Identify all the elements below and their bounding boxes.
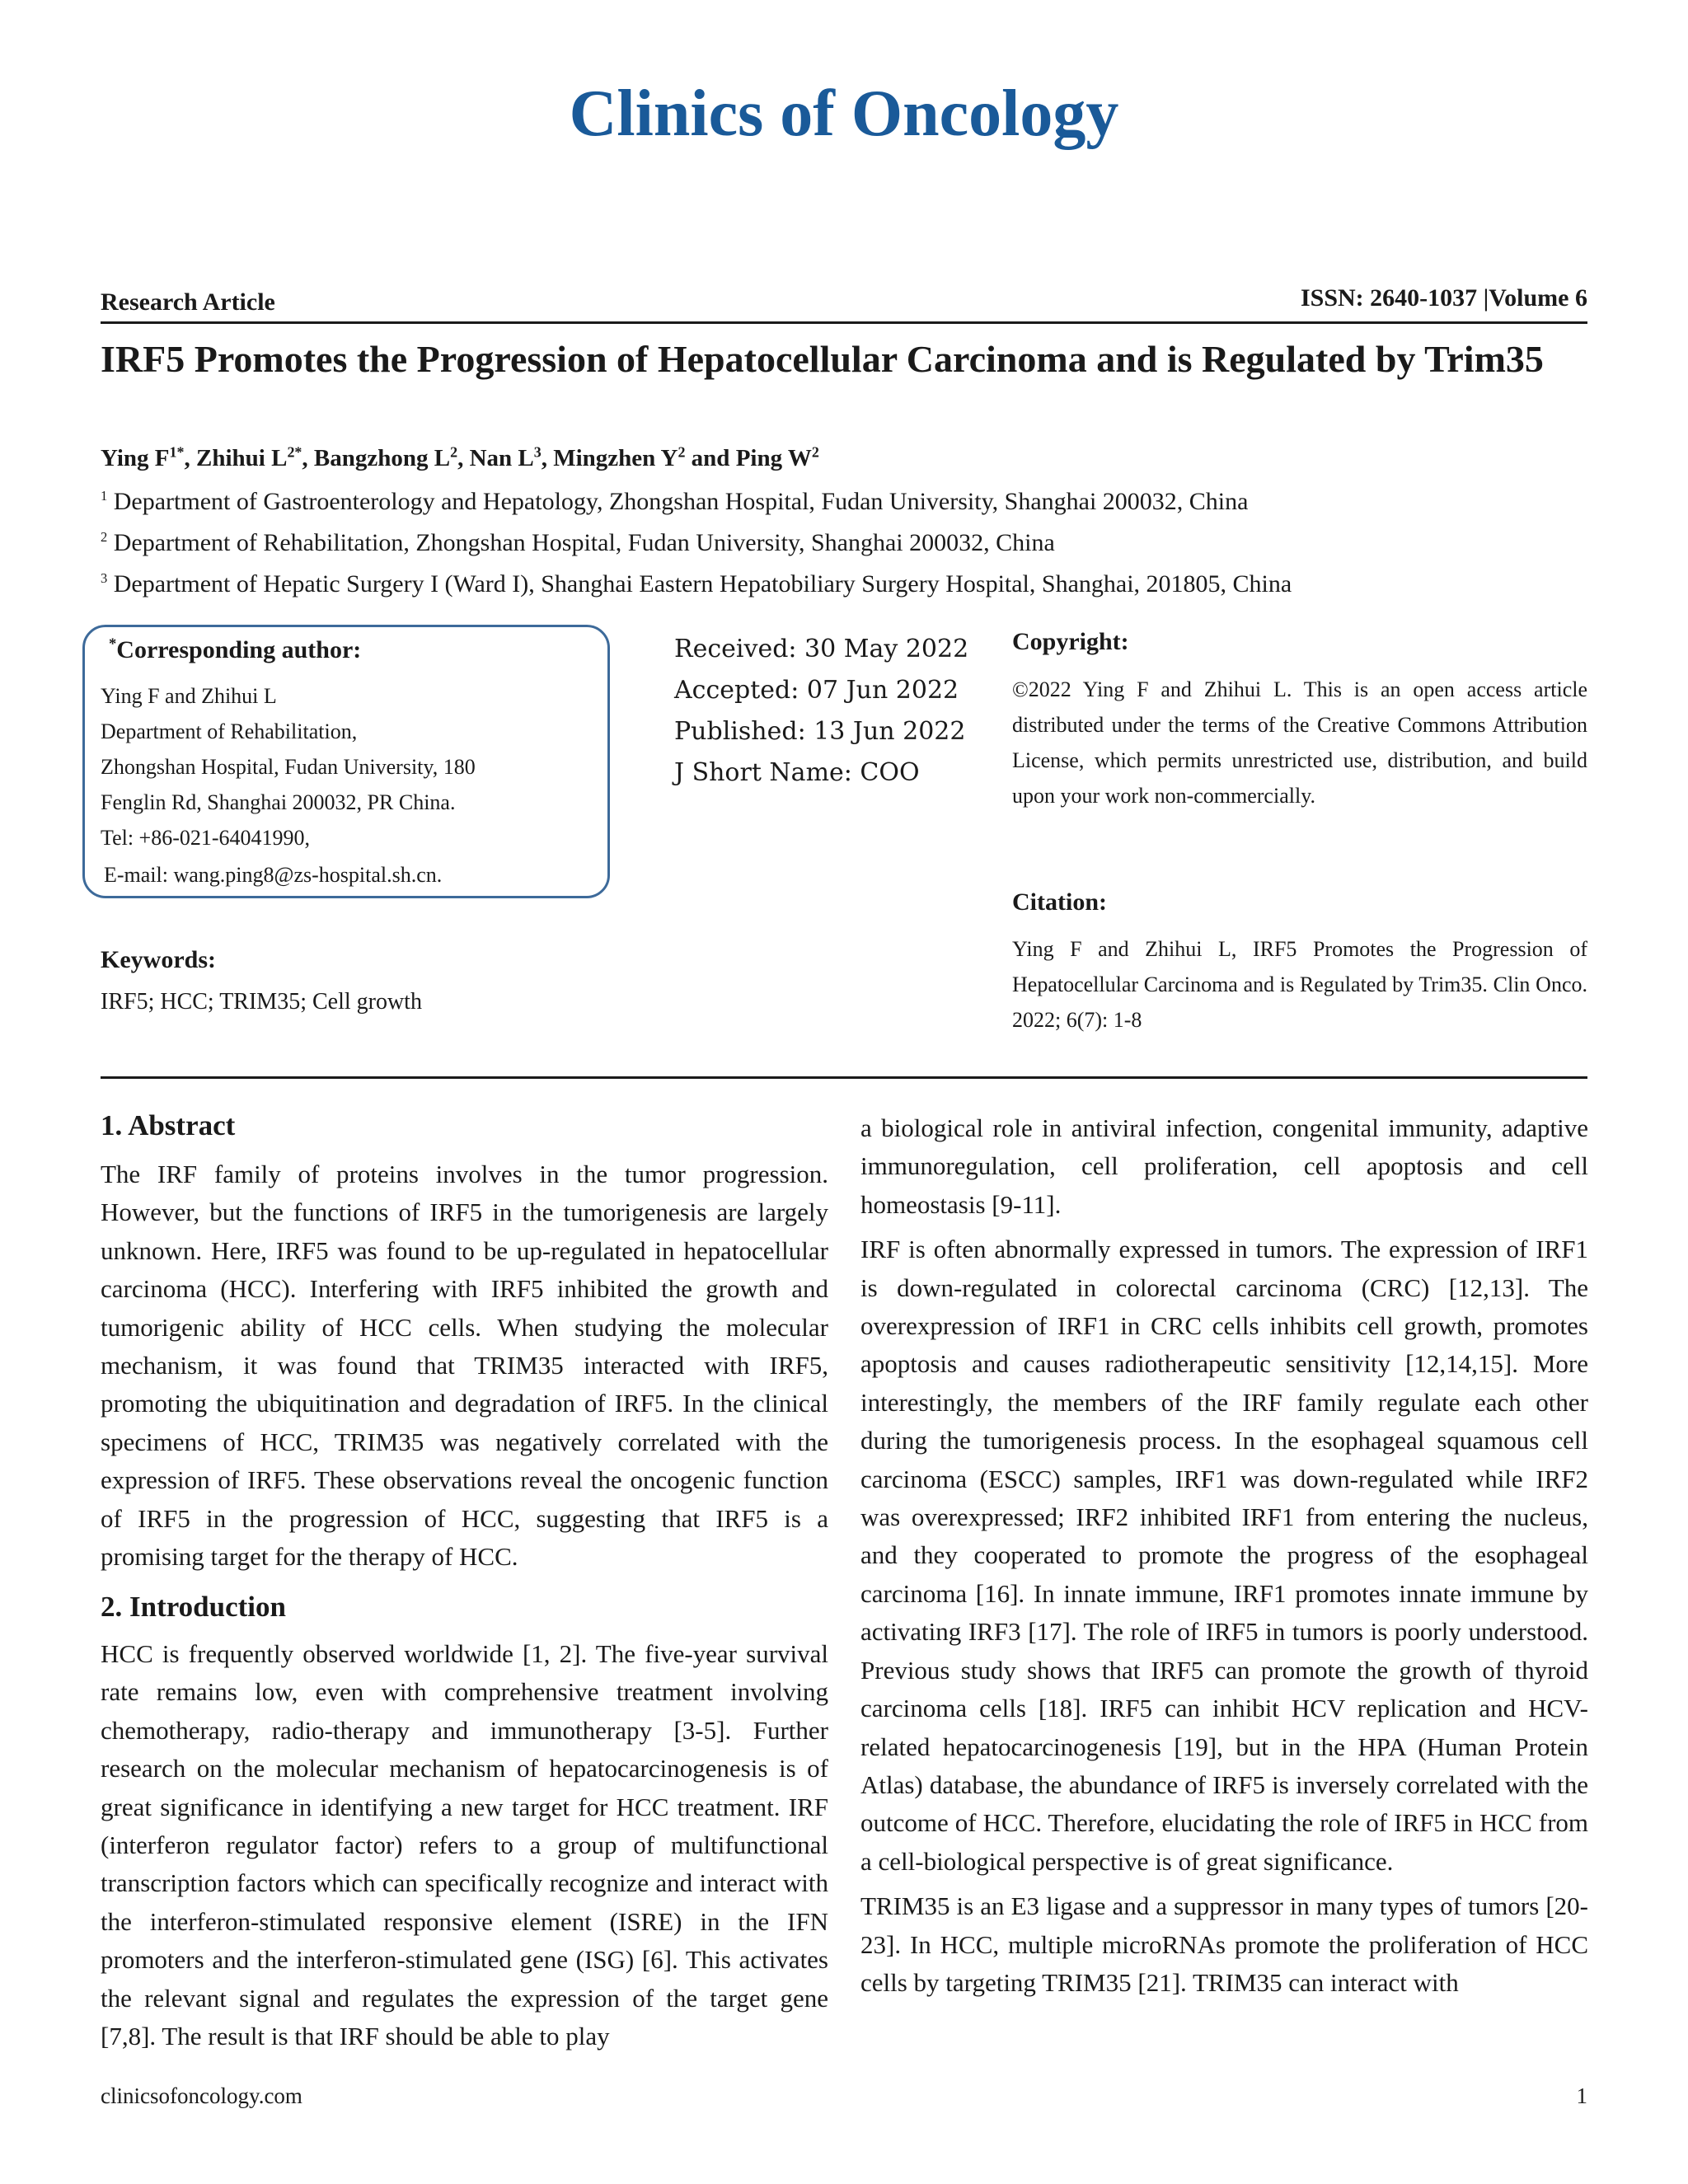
corresponding-line: Fenglin Rd, Shanghai 200032, PR China. <box>101 790 456 814</box>
article-type: Research Article <box>101 288 275 316</box>
introduction-text: HCC is frequently observed worldwide [1, 2]. The five-year survival rate remains low, even with comprehensive treatment involving chemotherapy, radio-therapy and immunotherapy [3-5]. Further research on the molecular mechanism of hepatocarcinogenesis is of great significance in identifying a new target for HCC treatment. IRF (interferon regulator factor) refers to a group of multifunctional transcription factors which can specifically recognize and interact with the interferon-stimulated responsive element (ISRE) in the IFN promoters and the interferon-stimulated gene (ISG) [6]. This activates the relevant signal and regulates the expression of the target gene [7,8]. The result is that IRF should be able to play <box>101 1639 828 2051</box>
corresponding-author-heading <box>109 636 361 664</box>
author-separator: and <box>685 445 736 471</box>
abstract-heading: 1. Abstract <box>101 1109 236 1141</box>
author-separator: , <box>302 445 314 471</box>
author-name: Ying F <box>101 445 170 471</box>
citation-heading: Citation: <box>1012 888 1107 916</box>
author-affiliation-mark: 2 <box>678 443 686 461</box>
author-affiliation-mark: 2 <box>450 443 458 461</box>
author-separator: , <box>541 445 554 471</box>
author-name: Zhihui L <box>196 445 288 471</box>
header-rule <box>101 321 1587 324</box>
author-affiliation-mark: 2* <box>287 443 302 461</box>
affiliation-number: 2 <box>101 529 108 545</box>
issn-volume: ISSN: 2640-1037 |Volume 6 <box>1300 284 1587 312</box>
published-date: Published: 13 Jun 2022 <box>674 717 966 746</box>
corresponding-heading-text: Corresponding author: <box>116 636 362 663</box>
corresponding-email: E-mail: wang.ping8@zs-hospital.sh.cn. <box>104 863 443 887</box>
author-affiliation-mark: 3 <box>533 443 542 461</box>
author-list <box>101 445 819 472</box>
author-separator: , <box>184 445 196 471</box>
affiliation-text: Department of Hepatic Surgery I (Ward I), Shanghai Eastern Hepatobiliary Surgery Hospital, Shanghai, 201805, China <box>113 570 1292 598</box>
keywords-text: IRF5; HCC; TRIM35; Cell growth <box>101 989 422 1015</box>
page-number: 1 <box>1576 2083 1587 2108</box>
body-paragraph: TRIM35 is an E3 ligase and a suppressor in many types of tumors [20-23]. In HCC, multiple microRNAs promote the proliferation of HCC cells by targeting TRIM35 [21]. TRIM35 can interact with <box>860 1891 1588 1997</box>
author-separator: , <box>457 445 470 471</box>
journal-title: Clinics of Oncology <box>569 77 1119 150</box>
corresponding-line: Zhongshan Hospital, Fudan University, 180 <box>101 755 476 779</box>
asterisk-mark: * <box>109 635 117 653</box>
introduction-heading: 2. Introduction <box>101 1591 286 1623</box>
right-column <box>860 1109 1588 2002</box>
copyright-heading: Copyright: <box>1012 628 1129 655</box>
body-paragraph: a biological role in antiviral infection, congenital immunity, adaptive immunoregulation, cell proliferation, cell apoptosis and cell homeostasis [9-11]. <box>860 1113 1588 1219</box>
author-affiliation-mark: 2 <box>811 443 819 461</box>
author-name: Nan L <box>469 445 534 471</box>
section-rule <box>101 1076 1587 1079</box>
body-paragraph: IRF is often abnormally expressed in tumors. The expression of IRF1 is down-regulated in colorectal carcinoma (CRC) [12,13]. The overexpression of IRF1 in CRC cells inhibits cell growth, promotes apoptosis and causes radiotherapeutic sensitivity [12,14,15]. More interestingly, the members of the IRF family regulate each other during the tumorigenesis process. In the esophageal squamous cell carcinoma (ESCC) samples, IRF1 was down-regulated while IRF2 was overexpressed; IRF2 inhibited IRF1 from entering the nucleus, and they cooperated to promote the progress of the esophageal carcinoma [16]. In innate immune, IRF1 promotes innate immune by activating IRF3 [17]. The role of IRF5 in tumors is poorly understood. Previous study shows that IRF5 can promote the growth of thyroid carcinoma cells [18]. IRF5 can inhibit HCV replication and HCV-related hepatocarcinogenesis [19], but in the HPA (Human Protein Atlas) database, the abundance of IRF5 is inversely correlated with the outcome of HCC. Therefore, elucidating the role of IRF5 in HCC from a cell-biological perspective is of great significance. <box>860 1235 1588 1876</box>
affiliation-3 <box>101 570 1292 598</box>
author-name: Bangzhong L <box>313 445 451 471</box>
keywords-heading: Keywords: <box>101 946 216 973</box>
affiliation-number: 1 <box>101 488 108 504</box>
journal-short-name: J Short Name: COO <box>674 758 920 787</box>
author-name: Mingzhen Y <box>553 445 678 471</box>
affiliation-1 <box>101 488 1248 516</box>
footer-site: clinicsofoncology.com <box>101 2083 302 2108</box>
affiliation-2 <box>101 529 1055 557</box>
corresponding-line: Ying F and Zhihui L <box>101 684 277 708</box>
author-name: Ping W <box>735 445 812 471</box>
author-affiliation-mark: 1* <box>169 443 185 461</box>
citation-text: Ying F and Zhihui L, IRF5 Promotes the Progression of Hepatocellular Carcinoma and is Regulated by Trim35. Clin Onco. 2022; 6(7): 1-8 <box>1012 937 1587 1032</box>
affiliation-text: Department of Gastroenterology and Hepatology, Zhongshan Hospital, Fudan University, Shanghai 200032, China <box>113 488 1249 515</box>
affiliation-number: 3 <box>101 570 108 586</box>
corresponding-line: Department of Rehabilitation, <box>101 719 358 743</box>
affiliation-text: Department of Rehabilitation, Zhongshan Hospital, Fudan University, Shanghai 200032, China <box>113 529 1055 556</box>
accepted-date: Accepted: 07 Jun 2022 <box>674 676 959 705</box>
article-title: IRF5 Promotes the Progression of Hepatocellular Carcinoma and is Regulated by Trim35 <box>101 338 1544 380</box>
corresponding-line: Tel: +86-021-64041990, <box>101 826 311 850</box>
received-date: Received: 30 May 2022 <box>674 635 969 663</box>
abstract-text: The IRF family of proteins involves in the tumor progression. However, but the functions of IRF5 in the tumorigenesis are largely unknown. Here, IRF5 was found to be up-regulated in hepatocellular carcinoma (HCC). Interfering with IRF5 inhibited the growth and tumorigenic ability of HCC cells. When studying the molecular mechanism, it was found that TRIM35 interacted with IRF5, promoting the ubiquitination and degradation of IRF5. In the clinical specimens of HCC, TRIM35 was negatively correlated with the expression of IRF5. These observations reveal the oncogenic function of IRF5 in the progression of HCC, suggesting that IRF5 is a promising target for the therapy of HCC. <box>101 1160 828 1572</box>
copyright-text: ©2022 Ying F and Zhihui L. This is an open access article distributed under the terms of the Creative Commons Attribution License, which permits unrestricted use, distribution, and build upon your work non-commercially. <box>1012 677 1587 808</box>
